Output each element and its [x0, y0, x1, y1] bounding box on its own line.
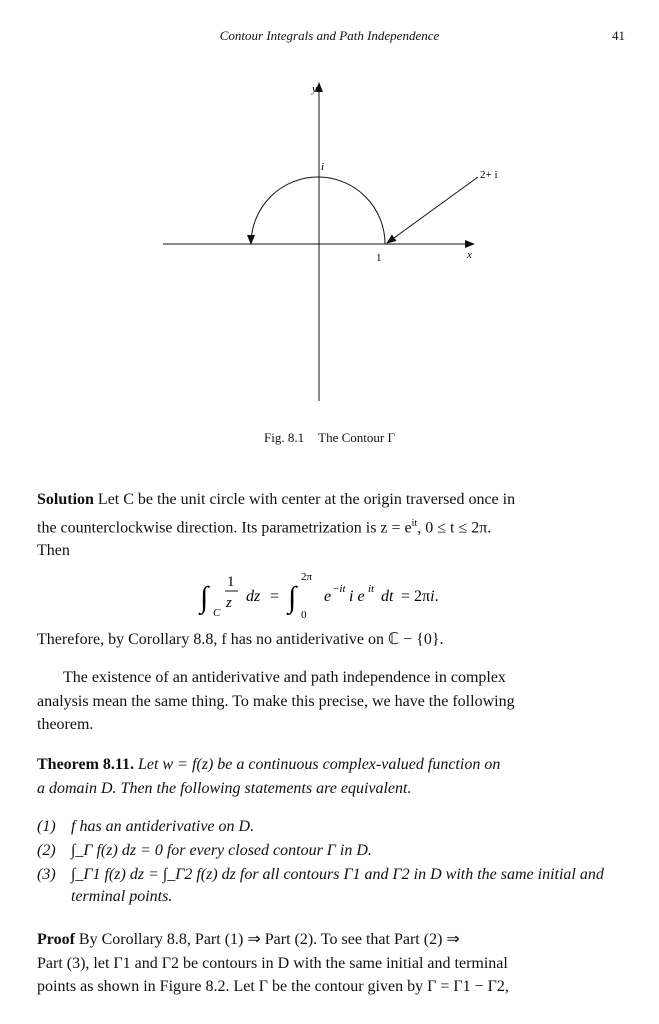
solution-line2-tail: , 0 ≤ t ≤ 2π.	[417, 518, 492, 536]
item-number: (2)	[37, 842, 56, 859]
svg-text:=: =	[270, 588, 280, 605]
running-title: Contour Integrals and Path Independence	[219, 28, 440, 43]
theorem-line1: Let w = f(z) be a continuous complex-valued function on	[138, 756, 501, 773]
svg-text:∫: ∫	[200, 581, 209, 614]
solution-heading: Solution	[37, 491, 94, 508]
solution-conclusion: Therefore, by Corollary 8.8, f has no antiderivative on ℂ − {0}.	[37, 631, 444, 648]
solution-line1: Let C be the unit circle with center at the origin traversed once in	[97, 491, 516, 508]
x-axis-label: x	[467, 249, 472, 261]
theorem-item-2	[37, 840, 627, 862]
page-header	[0, 28, 659, 48]
theorem-line2: a domain D. Then the following statements are equivalent.	[37, 779, 412, 797]
theorem-heading: Theorem 8.11.	[37, 756, 135, 773]
intro-line1: The existence of an antiderivative and path independence in complex	[63, 669, 506, 686]
item-number: (1)	[37, 818, 56, 835]
solution-line2: the counterclockwise direction. Its parametrization is z = e	[37, 518, 412, 536]
proof-paragraph	[37, 928, 627, 999]
equation-graphic	[0, 563, 659, 623]
proof-line1: By Corollary 8.8, Part (1) ⇒ Part (2). To see that Part (2) ⇒	[78, 931, 460, 948]
proof-line2: Part (3), let Γ1 and Γ2 be contours in D with the same initial and terminal	[37, 954, 508, 972]
svg-text:−it: −it	[332, 583, 346, 595]
theorem-item-3	[37, 864, 659, 908]
svg-text:it: it	[368, 583, 375, 595]
svg-text:dt: dt	[381, 588, 394, 605]
svg-text:0: 0	[301, 609, 307, 621]
display-equation	[0, 563, 659, 623]
theorem-item-1	[37, 816, 627, 838]
page-number: 41	[612, 28, 625, 43]
solution-line3: Then	[37, 542, 70, 560]
item-text: f has an antiderivative on D.	[71, 818, 255, 835]
caption-text: The Contour Γ	[318, 430, 395, 445]
svg-text:i e: i e	[349, 588, 365, 605]
svg-text:= 2πi.: = 2πi.	[401, 588, 439, 605]
item-text: ∫_Γ1 f(z) dz = ∫_Γ2 f(z) dz for all contours Γ1 and Γ2 in D with the same initial and terminal points.	[71, 866, 604, 905]
solution-paragraph	[37, 488, 627, 563]
one-label: 1	[376, 252, 382, 264]
intro-line3: theorem.	[37, 716, 94, 733]
svg-text:1: 1	[227, 574, 235, 590]
svg-text:∫: ∫	[288, 581, 297, 614]
i-label: i	[321, 161, 325, 173]
two-plus-i-label: 2+ i	[480, 169, 498, 181]
intro-line2: analysis mean the same thing. To make this precise, we have the following	[37, 692, 515, 710]
proof-heading: Proof	[37, 931, 75, 948]
svg-text:e: e	[324, 588, 332, 605]
theorem-statement	[37, 753, 627, 800]
equation-text	[0, 563, 1, 564]
segment-line	[387, 177, 478, 243]
svg-text:C: C	[213, 607, 221, 619]
contour-figure	[0, 60, 659, 420]
item-number: (3)	[37, 866, 56, 883]
caption-number: Fig. 8.1	[264, 430, 305, 445]
proof-line3: points as shown in Figure 8.2. Let Γ be the contour given by Γ = Γ1 − Γ2,	[37, 978, 509, 995]
svg-text:z: z	[226, 595, 232, 611]
intro-paragraph	[37, 666, 627, 737]
figure-caption	[0, 430, 659, 446]
semicircle-arc	[251, 177, 385, 244]
svg-text:2π: 2π	[301, 571, 313, 583]
solution-line2-sup: it	[411, 517, 418, 529]
item-text: ∫_Γ f(z) dz = 0 for every closed contour Γ in D.	[71, 842, 372, 859]
y-axis-label: y	[312, 83, 317, 95]
svg-text:dz: dz	[246, 588, 261, 605]
